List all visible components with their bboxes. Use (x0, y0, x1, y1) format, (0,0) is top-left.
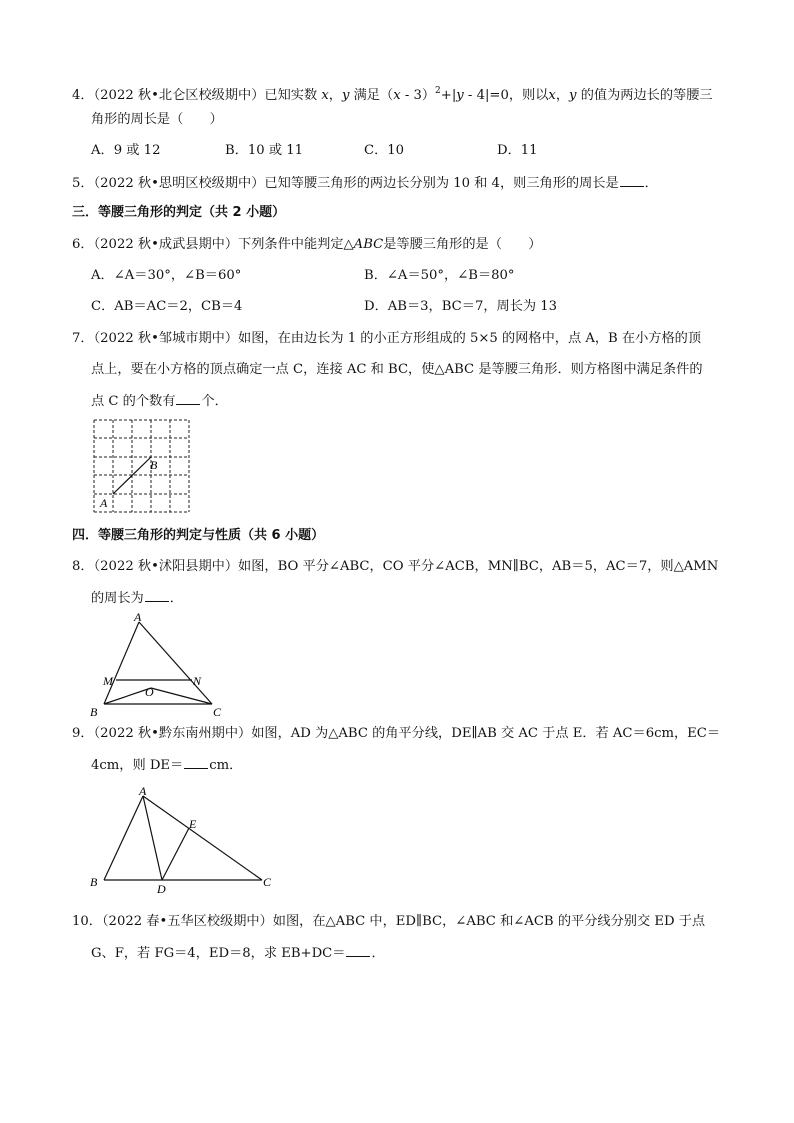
q6-option-c: C．AB＝AC＝2，CB＝4 (91, 299, 243, 314)
q7-grid-figure (88, 418, 194, 514)
segment-ad (143, 796, 162, 880)
q8-line2: 的周长为 ． (91, 591, 183, 606)
point-b-label: B (150, 458, 158, 472)
q10-line2: G、F，若 FG＝4，ED＝8，求 EB+DC＝ ． (91, 946, 385, 961)
point-n-label: N (193, 674, 202, 688)
question-number: 8． (72, 559, 94, 574)
section-title: 三．等腰三角形的判定（共 2 小题） (72, 205, 286, 220)
q10-line1: 10．（2022 春•五华区校级期中）如图，在△ABC 中，ED∥BC，∠ABC 和∠ACB 的平分线分别交 ED 于点 (72, 914, 706, 929)
q4-line1: 4．（2022 秋•北仑区校级期中）已知实数 x，y 满足（x - 3）$^2$+|y - 4|=0，则以x，y 的值为两边长的等腰三 (72, 86, 713, 103)
question-number: 6． (72, 237, 94, 252)
question-source: （2022 秋•思明区校级期中） (93, 176, 265, 191)
question-number: 9． (72, 726, 94, 741)
side-ab (104, 796, 143, 880)
question-number: 10． (72, 914, 102, 929)
answer-blank (620, 174, 644, 187)
point-b-label: B (90, 705, 98, 719)
q4-line2: 角形的周长是（ ） (91, 112, 223, 127)
point-o-label: O (145, 685, 154, 699)
answer-blank (346, 944, 370, 957)
segment-bo (104, 688, 151, 704)
q8-line1: 8．（2022 秋•沭阳县期中）如图，BO 平分∠ABC，CO 平分∠ACB，MN∥BC，AB＝5，AC＝7，则△AMN (72, 559, 719, 574)
question-number: 5． (72, 176, 94, 191)
q6-option-d: D．AB＝3，BC＝7，周长为 13 (364, 299, 558, 314)
section-title: 四．等腰三角形的判定与性质（共 6 小题） (72, 528, 325, 543)
segment-co (151, 688, 212, 704)
q9-triangle-figure (86, 784, 282, 894)
q5-line1: 5．（2022 秋•思明区校级期中）已知等腰三角形的两边长分别为 10 和 4，则三角形的周长是 ． (72, 176, 658, 191)
point-c-label: C (213, 705, 222, 719)
point-m-label: M (103, 674, 113, 688)
q7-line1: 7．（2022 秋•邹城市期中）如图，在由边长为 1 的小正方形组成的 5×5 的网格中，点 A，B 在小方格的顶 (72, 331, 702, 346)
answer-blank (145, 589, 169, 602)
question-source: （2022 秋•邹城市期中） (93, 331, 239, 346)
question-source: （2022 秋•黔东南州期中） (93, 726, 252, 741)
question-number: 4． (72, 88, 94, 103)
question-number: 7． (72, 331, 94, 346)
q7-line2: 点上，要在小方格的顶点确定一点 C，连接 AC 和 BC，使△ABC 是等腰三角形．则方格图中满足条件的 (91, 362, 703, 377)
question-source: （2022 春•五华区校级期中） (101, 914, 273, 929)
q6-option-b: B．∠A＝50°，∠B＝80° (364, 268, 515, 283)
point-a-label: A (139, 784, 147, 798)
question-source: （2022 秋•沭阳县期中） (93, 559, 239, 574)
point-d-label: D (157, 882, 166, 894)
q6-option-a: A．∠A＝30°，∠B＝60° (91, 268, 242, 283)
point-a-label: A (134, 610, 142, 624)
q4-option-c: C．10 (364, 143, 405, 158)
q8-triangle-figure (86, 610, 226, 720)
q7-line3: 点 C 的个数有 个． (91, 394, 228, 409)
q4-option-b: B．10 或 11 (225, 143, 304, 158)
question-source: （2022 秋•成武县期中） (93, 237, 239, 252)
side-ac (143, 796, 262, 880)
point-a-label: A (100, 496, 108, 510)
point-e-label: E (189, 817, 197, 831)
answer-blank (184, 756, 208, 769)
question-source: （2022 秋•北仑区校级期中） (93, 88, 265, 103)
q9-line1: 9．（2022 秋•黔东南州期中）如图，AD 为△ABC 的角平分线，DE∥AB 交 AC 于点 E．若 AC＝6cm，EC＝ (72, 726, 721, 741)
segment-de (162, 828, 189, 880)
side-ab (104, 622, 139, 704)
q4-option-d: D．11 (497, 143, 538, 158)
q9-line2: 4cm，则 DE＝ cm． (91, 758, 243, 773)
q6-line1: 6．（2022 秋•成武县期中）下列条件中能判定△ABC是等腰三角形的是（ ） (72, 237, 542, 252)
q4-option-a: A．9 或 12 (91, 143, 161, 158)
point-c-label: C (263, 875, 272, 889)
answer-blank (176, 392, 200, 405)
point-b-label: B (90, 875, 98, 889)
